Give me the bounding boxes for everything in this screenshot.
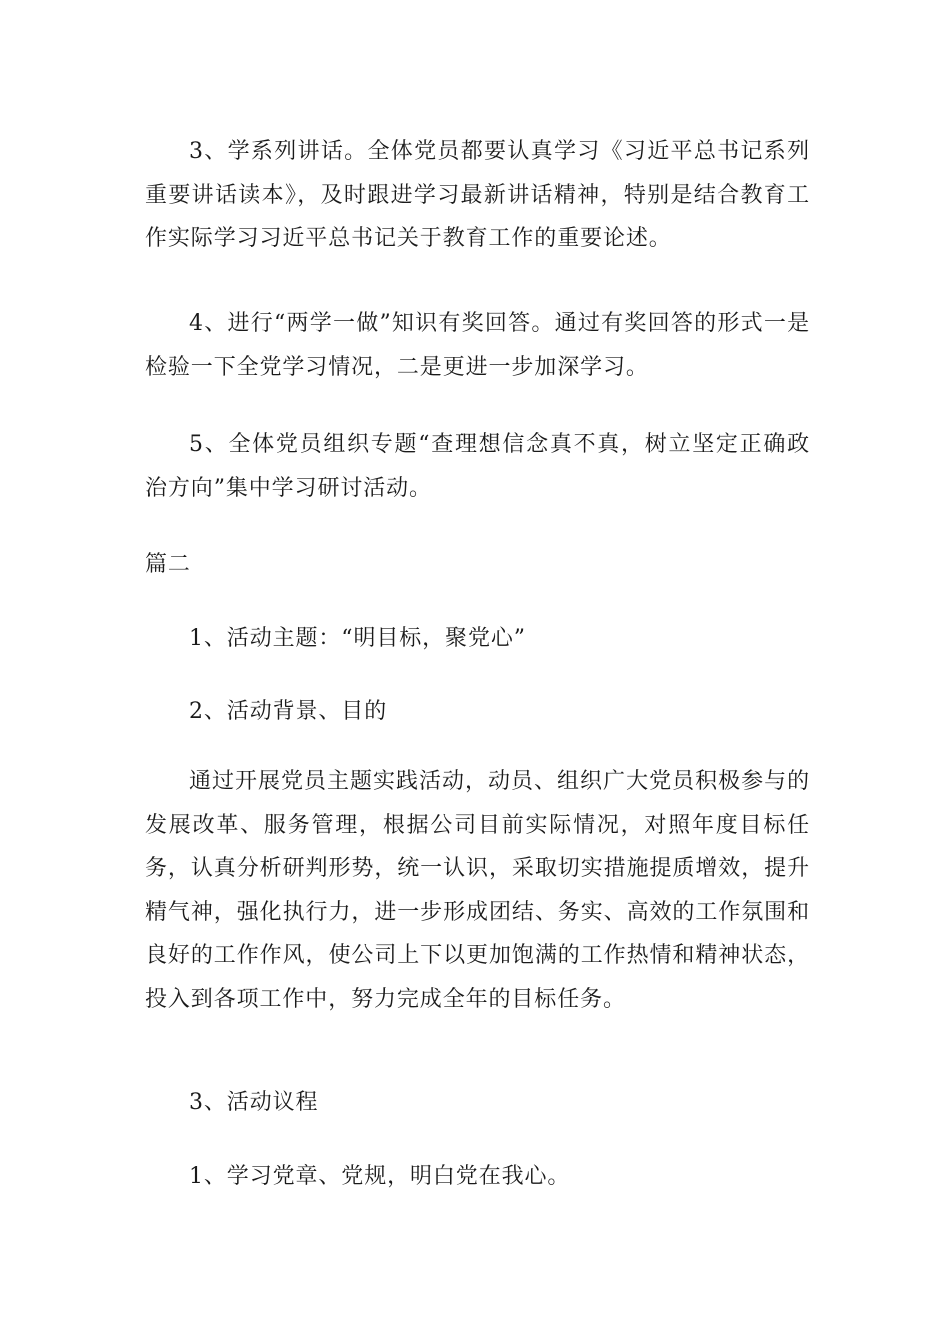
paragraph-agenda-item-1: 1、学习党章、党规，明白党在我心。	[189, 1164, 571, 1189]
paragraph-activity-background-heading: 2、活动背景、目的	[189, 699, 388, 724]
section-heading-part-two: 篇二	[145, 552, 191, 577]
paragraph-quiz: 4、进行“两学一做”知识有奖回答。通过有奖回答的形式一是检验一下全党学习情况，二是更进一步加深学习。	[145, 311, 810, 380]
paragraph-activity-theme: 1、活动主题：“明目标，聚党心”	[189, 626, 526, 651]
paragraph-activity-background-body: 通过开展党员主题实践活动，动员、组织广大党员积极参与的发展改革、服务管理，根据公司目前实际情况，对照年度目标任务，认真分析研判形势，统一认识，采取切实措施提质增效，提升精气神，强化执行力，进一步形成团结、务实、高效的工作氛围和良好的工作作风，使公司上下以更加饱满的工作热情和精神状态，投入到各项工作中，努力完成全年的目标任务。	[145, 769, 810, 1012]
paragraph-seminar: 5、全体党员组织专题“查理想信念真不真，树立坚定正确政治方向”集中学习研讨活动。	[145, 432, 810, 501]
paragraph-study-speeches: 3、学系列讲话。全体党员都要认真学习《习近平总书记系列重要讲话读本》，及时跟进学习最新讲话精神，特别是结合教育工作实际学习习近平总书记关于教育工作的重要论述。	[145, 139, 810, 251]
paragraph-activity-agenda-heading: 3、活动议程	[189, 1090, 319, 1115]
